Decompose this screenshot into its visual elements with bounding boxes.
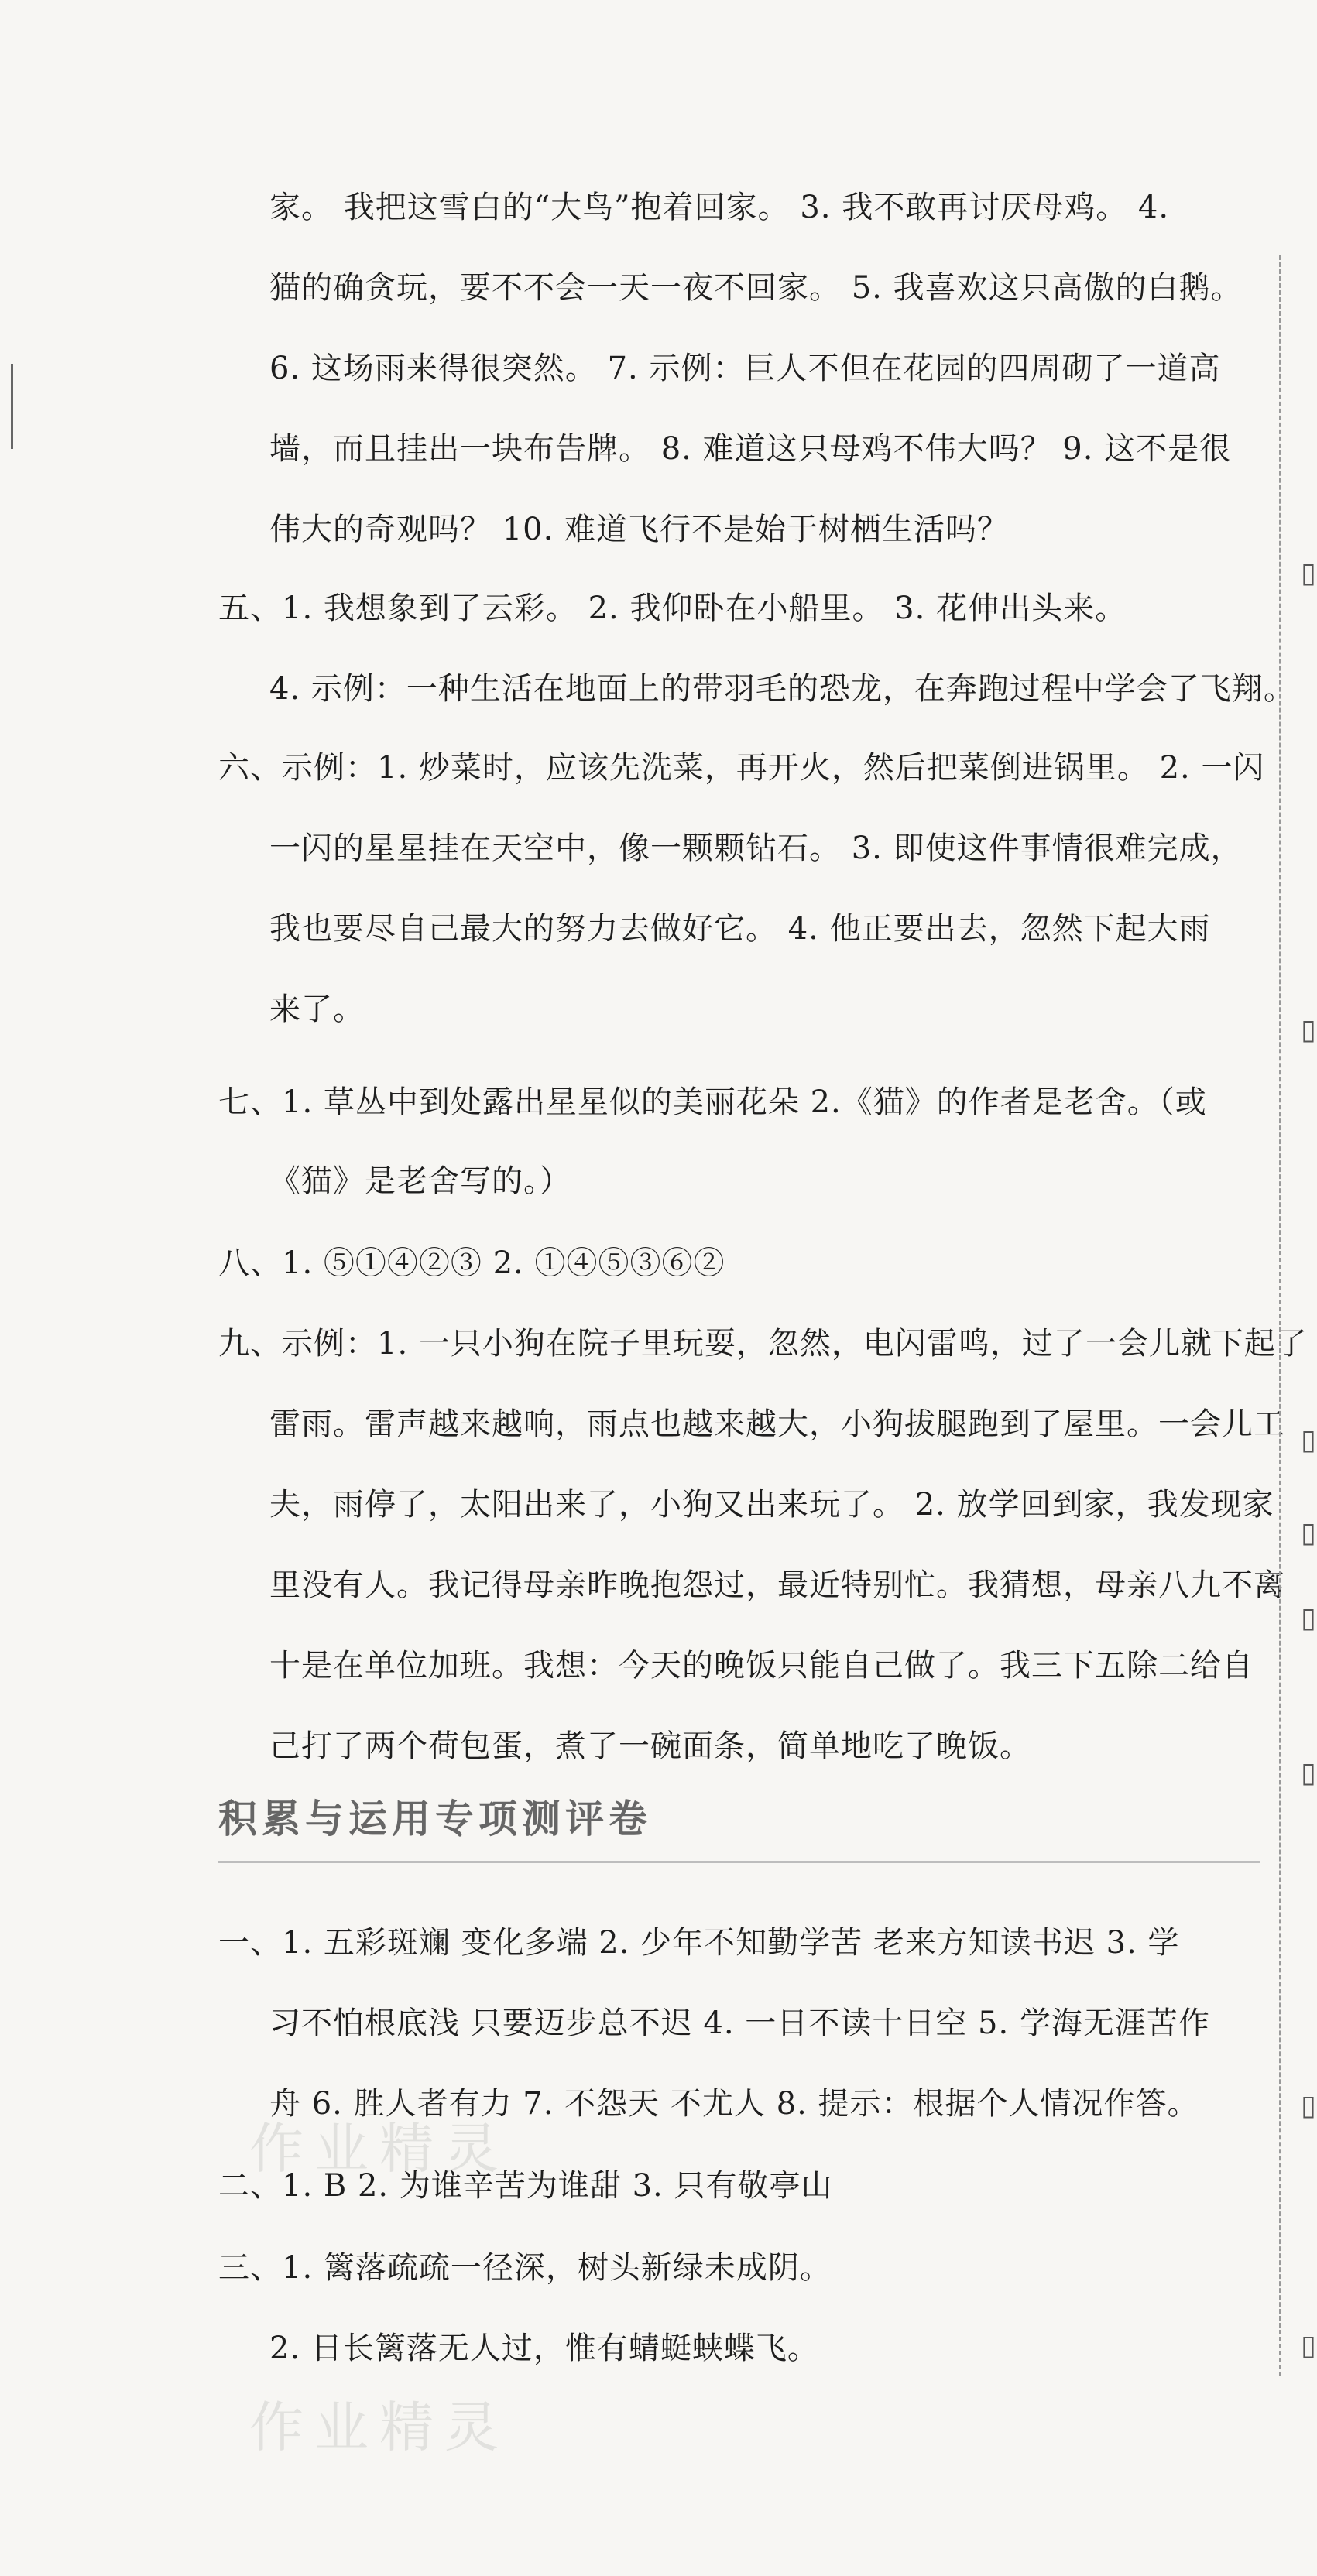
left-margin-tick (11, 364, 13, 449)
section-title: 积累与运用专项测评卷 (218, 1797, 652, 1841)
text-line: 九、示例：1. 一只小狗在院子里玩耍，忽然，电闪雷鸣，过了一会儿就下起了 (218, 1326, 1308, 1362)
text-line: 4. 示例：一种生活在地面上的带羽毛的恐龙，在奔跑过程中学会了飞翔。 (269, 671, 1295, 707)
text-line: 家。 我把这雪白的“大鸟”抱着回家。 3. 我不敢再讨厌母鸡。 4. (269, 190, 1170, 225)
text-line: 来了。 (269, 992, 365, 1027)
text-line: 习不怕根底浅 只要迈步总不迟 4. 一日不读十日空 5. 学海无涯苦作 (269, 2006, 1210, 2041)
edge-mark: ▯ (1301, 2090, 1316, 2122)
text-line: 一、1. 五彩斑斓 变化多端 2. 少年不知勤学苦 老来方知读书迟 3. 学 (218, 1925, 1180, 1961)
text-line: 6. 这场雨来得很突然。 7. 示例：巨人不但在花园的四周砌了一道高 (269, 351, 1221, 386)
text-line: 二、1. B 2. 为谁辛苦为谁甜 3. 只有敬亭山 (218, 2168, 833, 2204)
edge-mark: ▯ (1301, 2330, 1316, 2362)
edge-mark: ▯ (1301, 1602, 1316, 1634)
section-divider (218, 1861, 1260, 1863)
text-line: 墙，而且挂出一块布告牌。 8. 难道这只母鸡不伟大吗？ 9. 这不是很 (269, 431, 1232, 467)
text-line: 六、示例：1. 炒菜时，应该先洗菜，再开火，然后把菜倒进锅里。 2. 一闪 (218, 750, 1265, 786)
text-line: 我也要尽自己最大的努力去做好它。 4. 他正要出去，忽然下起大雨 (269, 911, 1211, 947)
edge-mark: ▯ (1301, 1757, 1316, 1789)
edge-mark: ▯ (1301, 557, 1316, 589)
text-line: 五、1. 我想象到了云彩。 2. 我仰卧在小船里。 3. 花伸出头来。 (218, 591, 1127, 626)
binding-margin-line (1279, 255, 1281, 2376)
watermark: 作业精灵 (249, 2117, 509, 2180)
text-line: 一闪的星星挂在天空中，像一颗颗钻石。 3. 即使这件事情很难完成， (269, 831, 1243, 866)
text-line: 己打了两个荷包蛋，煮了一碗面条，简单地吃了晚饭。 (269, 1728, 1031, 1764)
text-line: 《猫》是老舍写的。） (269, 1163, 571, 1199)
text-line: 舟 6. 胜人者有力 7. 不怨天 不尤人 8. 提示：根据个人情况作答。 (269, 2086, 1199, 2122)
edge-mark: ▯ (1301, 1014, 1316, 1046)
text-line: 八、1. ⑤①④②③ 2. ①④⑤③⑥② (218, 1245, 725, 1281)
text-line: 伟大的奇观吗？ 10. 难道飞行不是始于树栖生活吗？ (269, 512, 1010, 547)
edge-mark: ▯ (1301, 1424, 1316, 1456)
text-line: 夫，雨停了，太阳出来了，小狗又出来玩了。 2. 放学回到家，我发现家 (269, 1487, 1274, 1523)
watermark: 作业精灵 (249, 2396, 509, 2459)
text-line: 七、1. 草丛中到处露出星星似的美丽花朵 2.《猫》的作者是老舍。（或 (218, 1084, 1207, 1120)
edge-mark: ▯ (1301, 1517, 1316, 1549)
text-line: 猫的确贪玩，要不不会一天一夜不回家。 5. 我喜欢这只高傲的白鹅。 (269, 270, 1243, 306)
text-line: 十是在单位加班。我想：今天的晚饭只能自己做了。我三下五除二给自 (269, 1648, 1254, 1684)
text-line: 2. 日长篱落无人过，惟有蜻蜓蛱蝶飞。 (269, 2331, 819, 2366)
text-line: 里没有人。我记得母亲昨晚抱怨过，最近特别忙。我猜想，母亲八九不离 (269, 1567, 1285, 1603)
text-line: 雷雨。雷声越来越响，雨点也越来越大，小狗拔腿跑到了屋里。一会儿工 (269, 1406, 1285, 1442)
text-line: 三、1. 篱落疏疏一径深，树头新绿未成阴。 (218, 2250, 832, 2286)
